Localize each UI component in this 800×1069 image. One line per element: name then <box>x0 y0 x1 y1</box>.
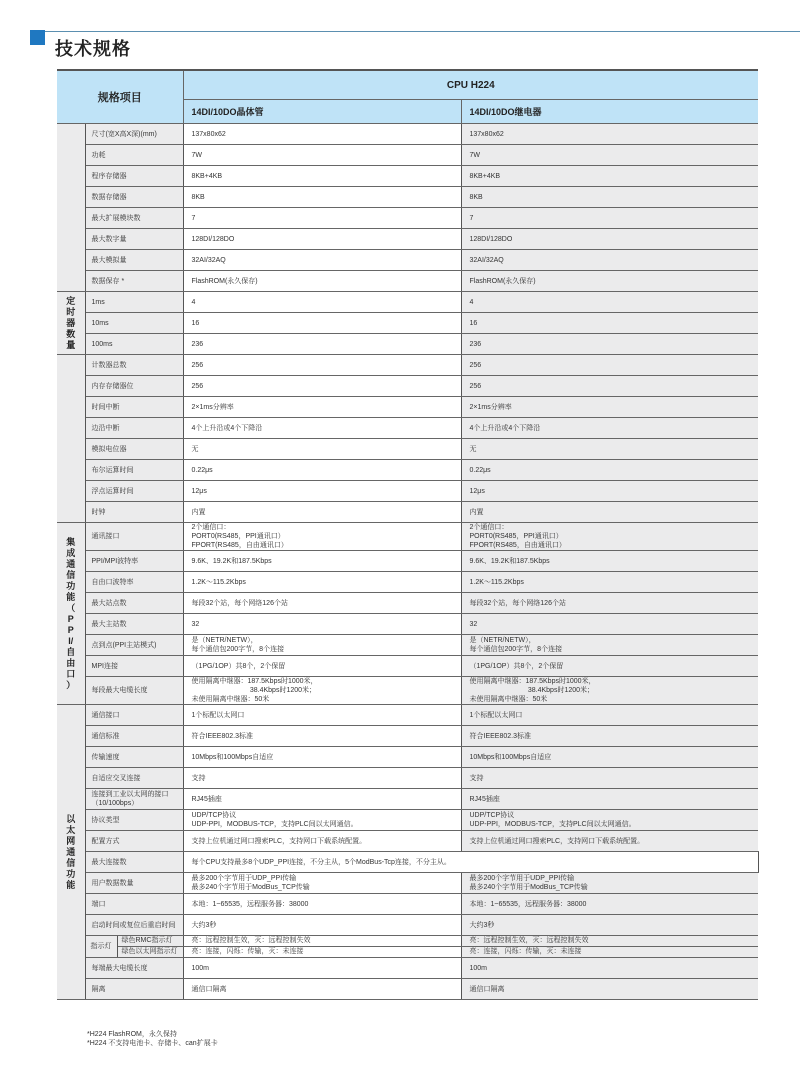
value-relay: 亮：远程控制生效，灭：远程控制失效 <box>461 936 758 947</box>
table-row <box>57 572 758 593</box>
row-label: 最大数字量 <box>85 229 183 250</box>
value-transistor: 100m <box>183 958 461 979</box>
value-relay: 4个上升沿或4个下降沿 <box>461 418 758 439</box>
value-transistor: 7 <box>183 208 461 229</box>
row-label: 最大模拟量 <box>85 250 183 271</box>
table-row <box>57 614 758 635</box>
value-transistor: 无 <box>183 439 461 460</box>
table-row <box>57 936 758 947</box>
header-cpu-model: CPU H224 <box>183 70 758 100</box>
table-row <box>57 852 758 873</box>
value-both-variants: 每个CPU支持最多8个UDP_PPI连接，不分主从，5个ModBus-Tcp连接，不分主从。 <box>183 852 758 873</box>
value-transistor: 2个通信口： PORT0(RS485，PPI通讯口） FPORT(RS485，自由通讯口） <box>183 523 461 551</box>
row-label: 每段最大电缆长度 <box>85 677 183 705</box>
table-row <box>57 355 758 376</box>
value-relay: 使用隔离中继器：187.5Kbps时1000米， 38.4Kbps时1200米； 未使用隔离中继器：50米 <box>461 677 758 705</box>
value-transistor: 最多200个字节用于UDP_PPI传输 最多240个字节用于ModBus_TCP传输 <box>183 873 461 894</box>
value-relay: 236 <box>461 334 758 355</box>
value-transistor: 12μs <box>183 481 461 502</box>
header-relay-variant: 14DI/10DO继电器 <box>461 100 758 124</box>
value-transistor: 是（NETR/NETW）， 每个通信包200字节，8个连接 <box>183 635 461 656</box>
row-label: 每端最大电缆长度 <box>85 958 183 979</box>
value-relay: FlashROM(永久保存) <box>461 271 758 292</box>
title-accent-square <box>30 30 45 45</box>
row-label: 程序存储器 <box>85 166 183 187</box>
row-label: 传输速度 <box>85 747 183 768</box>
value-transistor: 亮：远程控制生效，灭：远程控制失效 <box>183 936 461 947</box>
value-relay: 支持 <box>461 768 758 789</box>
table-row <box>57 124 758 145</box>
value-transistor: FlashROM(永久保存) <box>183 271 461 292</box>
title-rule <box>45 31 800 32</box>
row-label: 最大站点数 <box>85 593 183 614</box>
header-spec-item: 规格项目 <box>57 70 183 124</box>
row-label: 点到点(PPI主站模式) <box>85 635 183 656</box>
footnotes <box>87 1030 218 1048</box>
row-label: 协议类型 <box>85 810 183 831</box>
table-row <box>57 460 758 481</box>
value-transistor: 9.6K、19.2K和187.5Kbps <box>183 551 461 572</box>
value-transistor: 256 <box>183 355 461 376</box>
row-label: 最大连接数 <box>85 852 183 873</box>
table-row <box>57 705 758 726</box>
value-relay: 1个标配以太网口 <box>461 705 758 726</box>
table-row <box>57 873 758 894</box>
table-row <box>57 593 758 614</box>
value-transistor: 256 <box>183 376 461 397</box>
value-relay: 2个通信口： PORT0(RS485，PPI通讯口） FPORT(RS485，自由通讯口） <box>461 523 758 551</box>
table-row <box>57 229 758 250</box>
row-label: 时间中断 <box>85 397 183 418</box>
value-transistor: 4 <box>183 292 461 313</box>
value-transistor: 2×1ms分辨率 <box>183 397 461 418</box>
value-relay: 256 <box>461 355 758 376</box>
value-relay: UDP/TCP协议 UDP-PPI，MODBUS-TCP，支持PLC间以太网通信。 <box>461 810 758 831</box>
value-relay: 8KB <box>461 187 758 208</box>
row-label: 用户数据数量 <box>85 873 183 894</box>
row-label: 连接到工业以太网的接口 （10/100bps） <box>85 789 183 810</box>
row-label: 数据保存 * <box>85 271 183 292</box>
value-transistor: UDP/TCP协议 UDP-PPI，MODBUS-TCP，支持PLC间以太网通信。 <box>183 810 461 831</box>
table-row <box>57 439 758 460</box>
row-label: 浮点运算时间 <box>85 481 183 502</box>
table-row <box>57 271 758 292</box>
value-transistor: 每段32个站，每个网络126个站 <box>183 593 461 614</box>
value-transistor: 亮：连接，闪烁：传输，灭：未连接 <box>183 947 461 958</box>
row-label: 配置方式 <box>85 831 183 852</box>
table-row <box>57 831 758 852</box>
value-transistor: 32AI/32AQ <box>183 250 461 271</box>
group-label: 集成通信功能（PPI/自由口） <box>57 523 85 705</box>
value-relay: 16 <box>461 313 758 334</box>
value-transistor: 大约3秒 <box>183 915 461 936</box>
value-transistor: 支持 <box>183 768 461 789</box>
table-row <box>57 523 758 551</box>
value-relay: 2×1ms分辨率 <box>461 397 758 418</box>
value-relay: 10Mbps和100Mbps自适应 <box>461 747 758 768</box>
value-transistor: 本地：1~65535，远程服务器：38000 <box>183 894 461 915</box>
header-transistor-variant: 14DI/10DO晶体管 <box>183 100 461 124</box>
value-transistor: 通信口隔离 <box>183 979 461 1000</box>
value-relay: 是（NETR/NETW）， 每个通信包200字节，8个连接 <box>461 635 758 656</box>
value-transistor: 10Mbps和100Mbps自适应 <box>183 747 461 768</box>
value-relay: 0.22μs <box>461 460 758 481</box>
value-transistor: 236 <box>183 334 461 355</box>
row-label: 启动时间或复位后重启时间 <box>85 915 183 936</box>
value-transistor: 1.2K～115.2Kbps <box>183 572 461 593</box>
value-relay: 符合IEEE802.3标准 <box>461 726 758 747</box>
row-label: 10ms <box>85 313 183 334</box>
value-relay: 9.6K、19.2K和187.5Kbps <box>461 551 758 572</box>
footnote: *H224 FlashROM，永久保持 <box>87 1031 177 1038</box>
value-transistor: 32 <box>183 614 461 635</box>
group-label: 以太网通信功能 <box>57 705 85 1000</box>
value-transistor: 7W <box>183 145 461 166</box>
spec-table <box>57 69 759 1000</box>
row-label: 通信标准 <box>85 726 183 747</box>
footnote: *H224 不支持电池卡、存储卡、can扩展卡 <box>87 1040 218 1047</box>
row-label: 最大主站数 <box>85 614 183 635</box>
row-label: 指示灯 <box>85 936 117 958</box>
value-transistor: 4个上升沿或4个下降沿 <box>183 418 461 439</box>
value-relay: 128DI/128DO <box>461 229 758 250</box>
table-row <box>57 166 758 187</box>
row-label: MPI连接 <box>85 656 183 677</box>
value-relay: 最多200个字节用于UDP_PPI传输 最多240个字节用于ModBus_TCP传输 <box>461 873 758 894</box>
row-label: 通信接口 <box>85 705 183 726</box>
table-row <box>57 208 758 229</box>
page-title: 技术规格 <box>55 39 131 59</box>
table-row <box>57 187 758 208</box>
group-label <box>57 124 85 292</box>
table-row <box>57 915 758 936</box>
table-row <box>57 313 758 334</box>
row-label: PPI/MPI波特率 <box>85 551 183 572</box>
table-row <box>57 810 758 831</box>
value-relay: 每段32个站，每个网络126个站 <box>461 593 758 614</box>
row-label: 最大扩展模块数 <box>85 208 183 229</box>
table-row <box>57 894 758 915</box>
value-relay: 4 <box>461 292 758 313</box>
row-label: 数据存储器 <box>85 187 183 208</box>
value-transistor: 128DI/128DO <box>183 229 461 250</box>
table-row <box>57 768 758 789</box>
table-row <box>57 145 758 166</box>
value-transistor: 1个标配以太网口 <box>183 705 461 726</box>
value-relay: 支持上位机通过网口搜索PLC，支持网口下载系统配置。 <box>461 831 758 852</box>
table-row <box>57 979 758 1000</box>
value-relay: 256 <box>461 376 758 397</box>
table-row <box>57 481 758 502</box>
row-label: 端口 <box>85 894 183 915</box>
row-label: 模拟电位器 <box>85 439 183 460</box>
value-relay: 12μs <box>461 481 758 502</box>
row-label: 通讯接口 <box>85 523 183 551</box>
value-relay: 本地：1~65535，远程服务器：38000 <box>461 894 758 915</box>
value-relay: 32 <box>461 614 758 635</box>
value-relay: 137x80x62 <box>461 124 758 145</box>
value-relay: 1.2K～115.2Kbps <box>461 572 758 593</box>
value-relay: （1PG/1OP）共8个，2个保留 <box>461 656 758 677</box>
row-label: 计数器总数 <box>85 355 183 376</box>
spec-table-body <box>57 124 758 1000</box>
row-label: 时钟 <box>85 502 183 523</box>
group-label: 定时器数量 <box>57 292 85 355</box>
value-transistor: 16 <box>183 313 461 334</box>
table-row <box>57 947 758 958</box>
row-label: 尺寸(宽X高X深)(mm) <box>85 124 183 145</box>
value-transistor: 8KB <box>183 187 461 208</box>
value-relay: 通信口隔离 <box>461 979 758 1000</box>
value-transistor: 使用隔离中继器：187.5Kbps时1000米， 38.4Kbps时1200米； 未使用隔离中继器：50米 <box>183 677 461 705</box>
table-row <box>57 677 758 705</box>
value-relay: 100m <box>461 958 758 979</box>
row-sublabel: 绿色RMC指示灯 <box>117 936 183 947</box>
value-relay: 内置 <box>461 502 758 523</box>
table-row <box>57 502 758 523</box>
value-relay: 亮：连接，闪烁：传输，灭：未连接 <box>461 947 758 958</box>
table-row <box>57 376 758 397</box>
value-relay: 32AI/32AQ <box>461 250 758 271</box>
row-label: 隔离 <box>85 979 183 1000</box>
value-relay: 无 <box>461 439 758 460</box>
value-transistor: 8KB+4KB <box>183 166 461 187</box>
row-label: 自由口波特率 <box>85 572 183 593</box>
value-relay: 8KB+4KB <box>461 166 758 187</box>
row-label: 1ms <box>85 292 183 313</box>
row-label: 100ms <box>85 334 183 355</box>
table-row <box>57 726 758 747</box>
table-row <box>57 334 758 355</box>
value-relay: RJ45插座 <box>461 789 758 810</box>
table-row <box>57 958 758 979</box>
row-label: 功耗 <box>85 145 183 166</box>
value-relay: 7W <box>461 145 758 166</box>
value-transistor: （1PG/1OP）共8个，2个保留 <box>183 656 461 677</box>
value-transistor: 内置 <box>183 502 461 523</box>
row-label: 内存存储器位 <box>85 376 183 397</box>
value-relay: 7 <box>461 208 758 229</box>
table-row <box>57 250 758 271</box>
row-label: 布尔运算时间 <box>85 460 183 481</box>
row-label: 自适应交叉连接 <box>85 768 183 789</box>
table-row <box>57 635 758 656</box>
value-relay: 大约3秒 <box>461 915 758 936</box>
group-label <box>57 355 85 523</box>
table-row <box>57 292 758 313</box>
table-row <box>57 656 758 677</box>
value-transistor: 137x80x62 <box>183 124 461 145</box>
row-label: 边沿中断 <box>85 418 183 439</box>
table-row <box>57 789 758 810</box>
table-row <box>57 397 758 418</box>
table-row <box>57 551 758 572</box>
table-row <box>57 418 758 439</box>
value-transistor: 支持上位机通过网口搜索PLC，支持网口下载系统配置。 <box>183 831 461 852</box>
value-transistor: 符合IEEE802.3标准 <box>183 726 461 747</box>
value-transistor: 0.22μs <box>183 460 461 481</box>
table-row <box>57 747 758 768</box>
value-transistor: RJ45插座 <box>183 789 461 810</box>
row-sublabel: 绿色以太网指示灯 <box>117 947 183 958</box>
